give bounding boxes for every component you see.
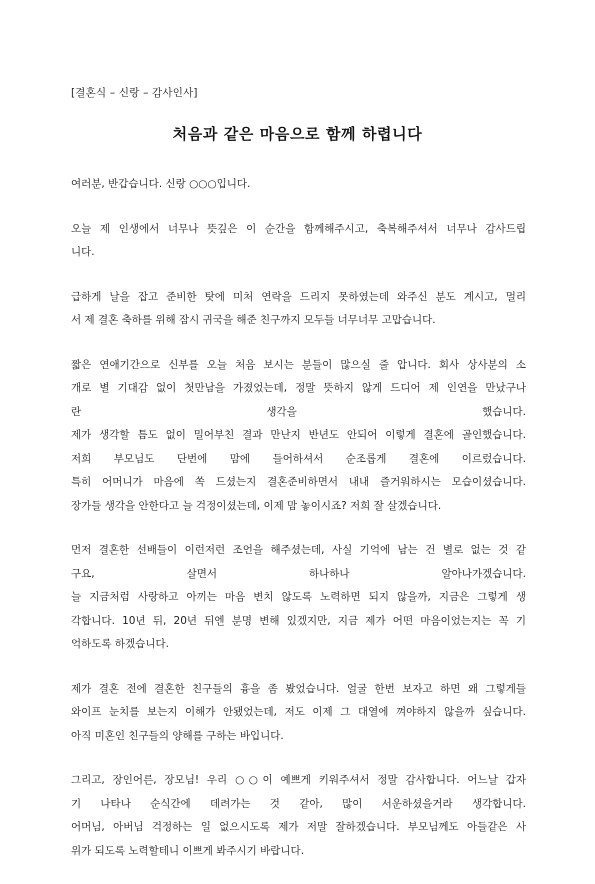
paragraph [71,678,526,749]
paragraph-line: 특히 어머니가 마음에 쏙 드셨는지 결혼준비하면서 내내 즐거워하시는 모습이셨습니다. [71,476,526,488]
paragraph-line: 짧은 연애기간으로 신부를 오늘 처음 보시는 분들이 많으실 줄 압니다. 회사 상사분의 소 [71,358,526,371]
paragraph-line: 장가들 생각을 안한다고 늘 걱정이셨는데, 이제 맘 놓이시죠? 저희 잘 살겠습니다. [71,499,442,512]
paragraph-line: 먼저 결혼한 선배들이 이런저런 조언을 해주셨는데, 사실 기억에 남는 건 별로 없는 것 같 [71,544,526,556]
paragraph-line: 니다. [71,246,95,258]
paragraph-line: 그리고, 장인어른, 장모님! 우리 ○○이 예쁘게 키워주셔서 정말 감사합니다. 어느날 갑자 [71,774,526,786]
document-body [71,173,526,884]
paragraph-line: 와이프 눈치를 보는지 이해가 안됐었는데, 저도 이제 그 대열에 껴야하지 않을까 싶습니다. [71,706,526,718]
paragraph-line: 억하도록 하겠습니다. [71,638,169,650]
paragraph-line: 늘 지금처럼 사랑하고 아끼는 마음 변치 않도록 노력하면 되지 않을까, 지금은 그렇게 생 [71,591,526,603]
paragraph [71,286,526,333]
paragraph [71,354,526,519]
paragraph-line: 구요, 살면서 하나하나 알아나가겠습니다. [71,567,526,580]
paragraph [71,218,526,265]
paragraph [71,769,526,863]
paragraph-line: 여러분, 반갑습니다. 신랑 ○○○입니다. [71,178,251,190]
paragraph-line: 제가 결혼 전에 결혼한 친구들의 흉을 좀 봤었습니다. 얼굴 한번 보자고 하면 왜 그렇게들 [71,682,526,695]
paragraph-line: 아직 미혼인 친구들의 양해를 구하는 바입니다. [71,729,284,742]
document-category-label: [결혼식 – 신랑 – 감사인사] [71,87,198,99]
paragraph-line: 어머님, 아버님 걱정하는 일 없으시도록 제가 저말 잘하겠습니다. 부모님께도 아들같은 사 [71,821,526,833]
paragraph-line: 란 생각을 했습니다. [71,405,526,418]
paragraph-line: 급하게 날을 잡고 준비한 탓에 미처 연락을 드리지 못하였는데 와주신 분도 계시고, 멀리 [71,290,526,303]
paragraph-line: 제가 생각할 틈도 없이 밀어부친 결과 만난지 반년도 안되어 이렇게 결혼에 골인했습니다. [71,429,526,441]
paragraph-line: 오늘 제 인생에서 너무나 뜻깊은 이 순간을 함께해주시고, 축복해주셔서 너무나 감사드립 [71,222,526,235]
paragraph-line: 서 제 결혼 축하를 위해 잠시 귀국을 해준 친구까지 모두들 너무너무 고맙습니다. [71,314,436,326]
document-title: 처음과 같은 마음으로 함께 하렵니다 [172,125,423,143]
paragraph-line: 저희 부모님도 단번에 맘에 들어하셔서 순조롭게 결혼에 이르렀습니다. [71,452,526,465]
paragraph-line: 각합니다. 10년 뒤, 20년 뒤엔 분명 변해 있겠지만, 지금 제가 어떤 마음이었는지는 꼭 기 [71,614,526,627]
paragraph-line: 위가 되도록 노력할테니 이쁘게 봐주시기 바랍니다. [71,844,305,857]
paragraph [71,539,526,657]
paragraph [71,173,526,197]
paragraph-line: 기 나타나 순식간에 데려가는 것 같아, 많이 서운하셨을거라 생각합니다. [71,797,526,810]
paragraph-line: 개로 별 기대감 없이 첫만남을 가졌었는데, 정말 뜻하지 않게 드디어 제 인연을 만났구나 [71,382,526,394]
